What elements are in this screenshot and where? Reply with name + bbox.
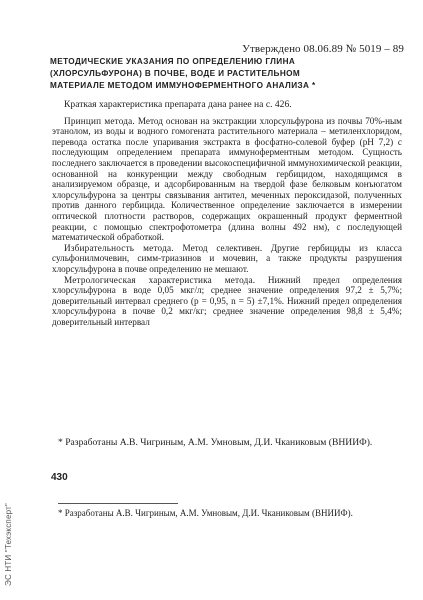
principle-text: Метод основан на экстракции хлорсульфурона из почвы 70%-ным этанолом, из воды и водного гомогената растительного материала – метиленхлоридом, перевода остатка после упаривания экстракта в фосфатно-солевой буфер (рН 7,2) с последующим определением препарата иммуноферментным методом. Сущность последнего заключается в проведении высокоспецифичной иммунохимической реакции, основанной на конкуренции между свободным гербицидом, находящимся в анализируемом образце, и адсорбированным на твердой фазе белковым конъюгатом хлорсульфурона за центры связывания антител, меченных пероксидазой, полученных против данного гербицида. Количественное определение заключается в измерении оптической плотности растворов, содержащих окрашенный продукт ферментной реакции, с помощью спектрофотометра (длина волны 492 нм), с последующей математической обработкой. bbox=[52, 115, 402, 243]
title-line-3: МАТЕРИАЛЕ МЕТОДОМ ИММУНОФЕРМЕНТНОГО АНАЛИЗА * bbox=[50, 81, 316, 90]
publisher-stamp: ЭС НТИ "Техэксперт" bbox=[4, 503, 13, 586]
selectivity-paragraph bbox=[52, 243, 402, 275]
principle-paragraph bbox=[52, 116, 402, 243]
principle-heading: Принцип метода. bbox=[64, 115, 135, 126]
approval-text: Утверждено 08.06.89 № 5019 – 89 bbox=[242, 43, 404, 55]
selectivity-text: Метод селективен. Другие гербициды из класса сульфонилмочевин, симм-триазинов и мочевин, а также продукты разрушения хлорсульфурона в почве определению не мешают. bbox=[52, 242, 402, 274]
footnote bbox=[58, 508, 404, 519]
selectivity-heading: Избирательность метода. bbox=[64, 242, 174, 253]
metrology-paragraph bbox=[52, 275, 402, 328]
approval-line bbox=[214, 43, 404, 55]
footnote-text: * Разработаны А.В. Чигриным, А.М. Умновым, Д.И. Чканиковым (ВНИИФ). bbox=[58, 508, 353, 518]
metrology-heading: Метрологическая характеристика метода. bbox=[64, 274, 256, 285]
title-line-2: (ХЛОРСУЛЬФУРОНА) В ПОЧВЕ, ВОДЕ И РАСТИТЕЛЬНОМ bbox=[50, 69, 301, 78]
document-title bbox=[50, 56, 380, 92]
document-body bbox=[52, 100, 402, 327]
page-number: 430 bbox=[51, 472, 68, 483]
author-note bbox=[58, 437, 404, 449]
author-text: * Разработаны А.В. Чигриным, А.М. Умновым, Д.И. Чканиковым (ВНИИФ). bbox=[58, 437, 373, 448]
intro-paragraph: Краткая характеристика препарата дана ранее на с. 426. bbox=[64, 99, 292, 110]
metrology-text: Нижний предел определения хлорсульфурона в воде 0,05 мкг/л; среднее значение определения 97,2 ± 5,7%; доверительный интервал среднего (р = 0,95, n = 5) ±7,1%. Нижний предел определения хлорсульфурона в почве 0,2 мкг/кг; среднее значение определения 98,8 ± 5,4%; доверительный интервал bbox=[52, 274, 402, 327]
title-line-1: МЕТОДИЧЕСКИЕ УКАЗАНИЯ ПО ОПРЕДЕЛЕНИЮ ГЛИНА bbox=[50, 57, 296, 66]
footnote-divider bbox=[58, 503, 178, 504]
